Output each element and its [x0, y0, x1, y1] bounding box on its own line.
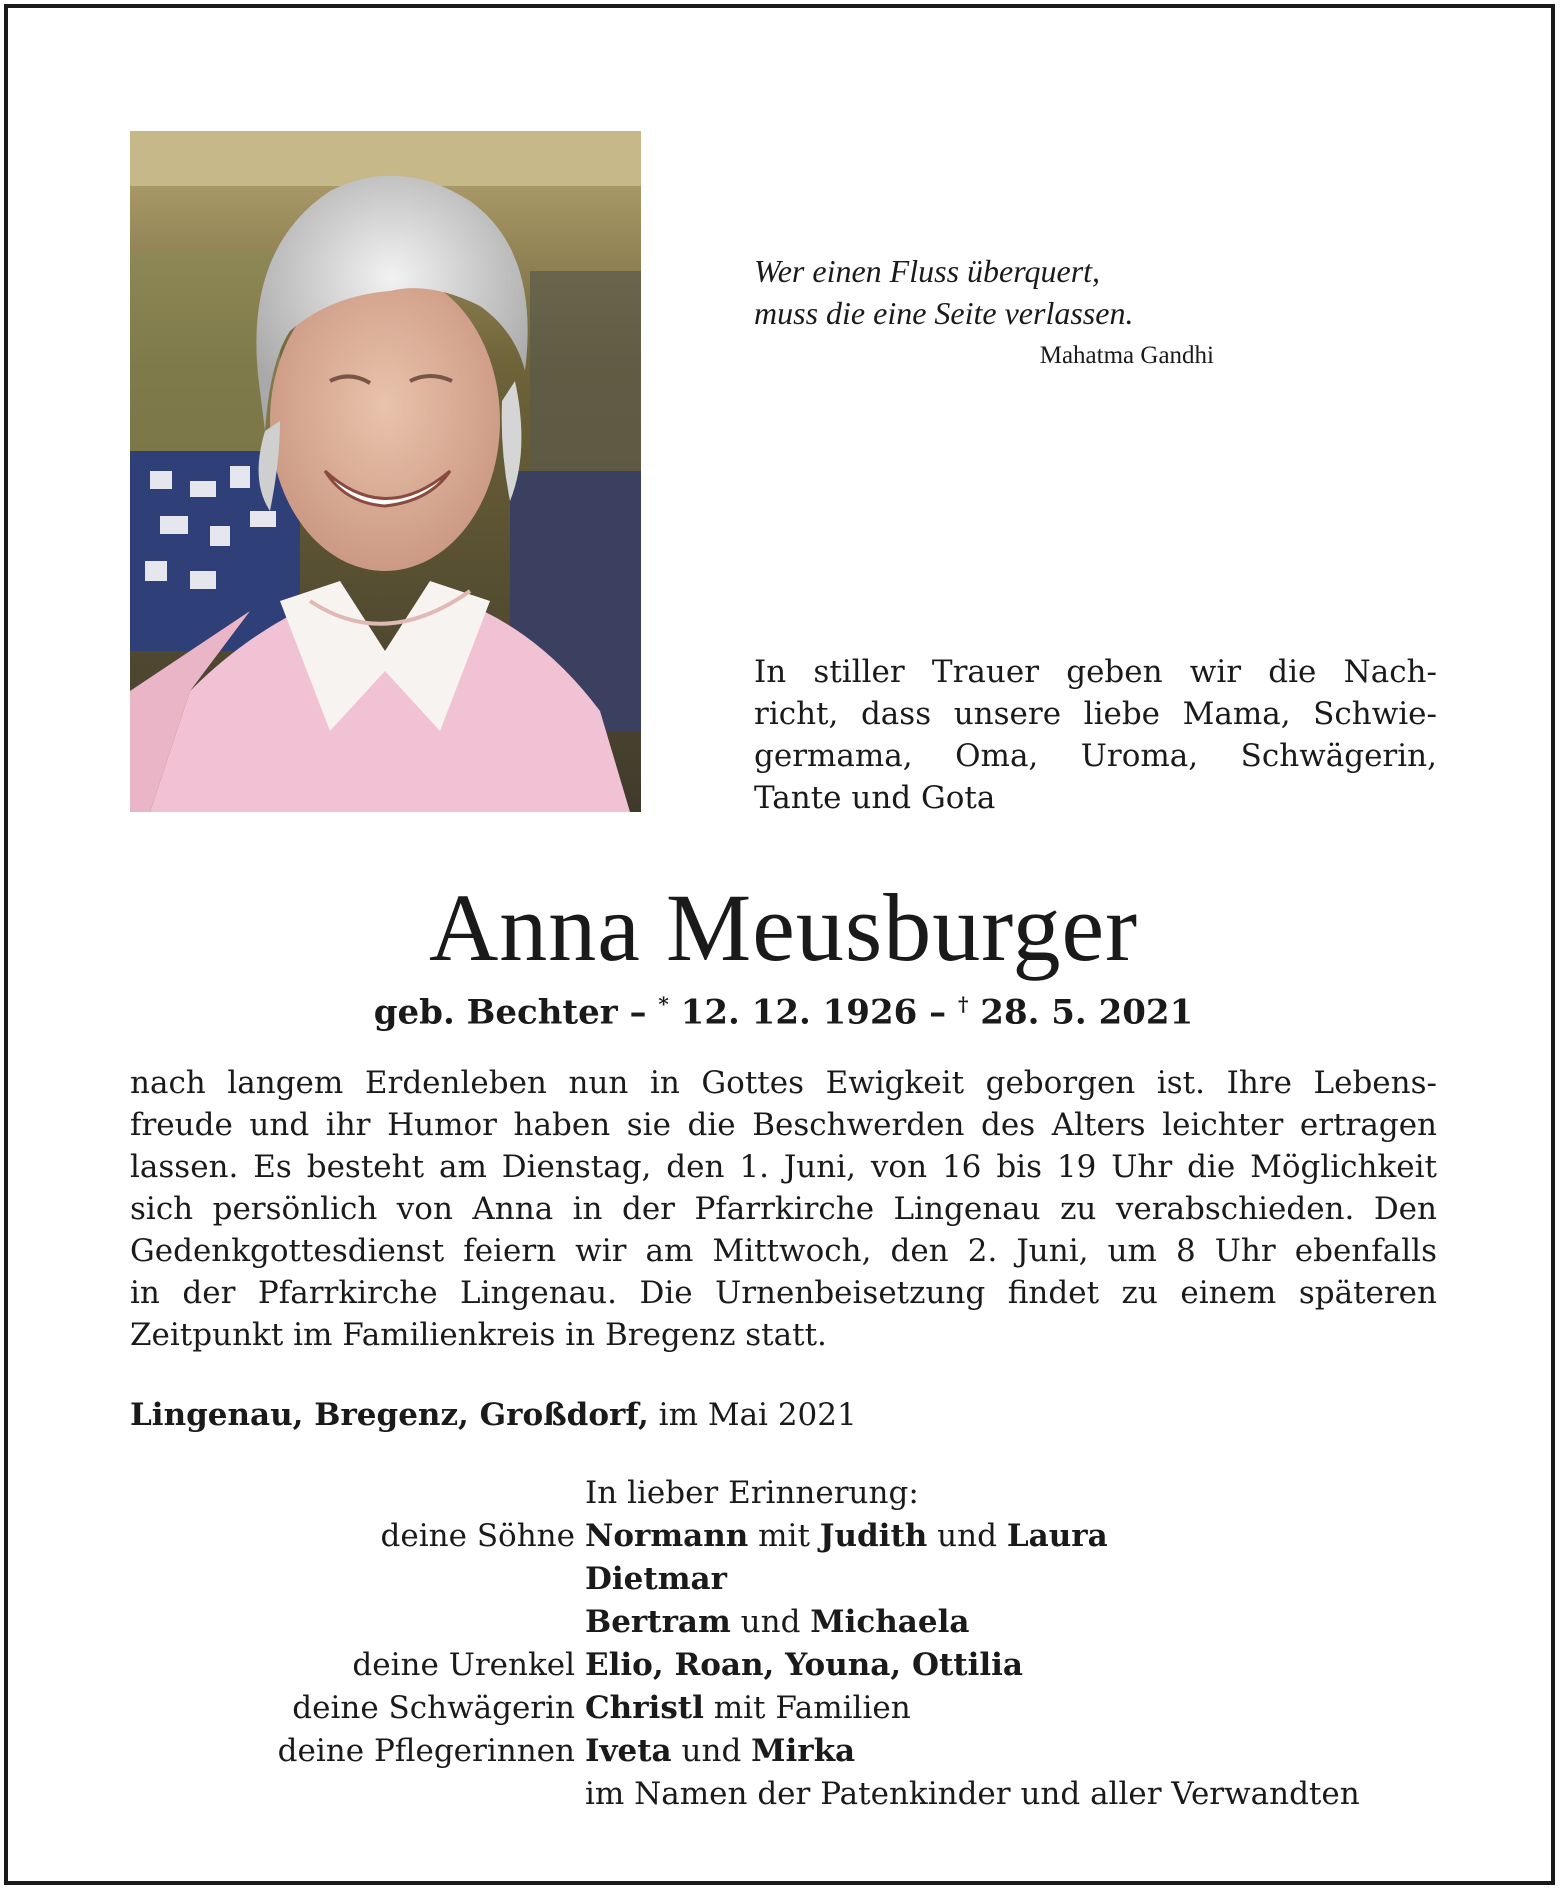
- death-date: 28. 5. 2021: [980, 992, 1194, 1033]
- mourners-heading-row: [130, 1472, 1437, 1515]
- mourner-relation: [130, 1601, 585, 1644]
- place-locations: Lingenau, Bregenz, Großdorf,: [130, 1397, 649, 1433]
- mourner-names: [585, 1644, 1437, 1687]
- mourner-names: [585, 1773, 1437, 1816]
- death-symbol: †: [957, 992, 969, 1016]
- birth-symbol: *: [658, 992, 669, 1016]
- intro-line: In stiller Trauer geben wir die Nach-: [754, 654, 1437, 690]
- mourner-name: Iveta: [585, 1733, 672, 1769]
- body-line: freude und ihr Humor haben sie die Beschwerden des Alters leichter ertragen: [130, 1107, 1437, 1143]
- mourner-connector: im Namen der Patenkinder und aller Verwandten: [585, 1776, 1360, 1812]
- mourner-row: [130, 1515, 1437, 1558]
- mourner-row: [130, 1644, 1437, 1687]
- separator: –: [629, 992, 647, 1033]
- birth-date: 12. 12. 1926: [680, 992, 918, 1033]
- mourner-relation: [130, 1558, 585, 1601]
- mourner-name: Normann: [585, 1518, 749, 1554]
- maiden-name: geb. Bechter: [373, 992, 618, 1033]
- mourner-connector: mit: [748, 1518, 820, 1554]
- place-and-date: [130, 1397, 857, 1433]
- life-dates: [0, 992, 1567, 1032]
- mourner-relation: deine Schwägerin: [292, 1690, 575, 1726]
- mourner-names: [585, 1515, 1437, 1558]
- mourner-names: [585, 1601, 1437, 1644]
- quote-line: muss die eine Seite verlassen.: [754, 295, 1134, 331]
- mourner-name: Dietmar: [585, 1561, 727, 1597]
- body-line: Gedenkgottesdienst feiern wir am Mittwoch, den 2. Juni, um 8 Uhr ebenfalls: [130, 1233, 1437, 1269]
- mourner-relation: [130, 1773, 585, 1816]
- quote-author: Mahatma Gandhi: [1039, 342, 1214, 369]
- mourner-names: [585, 1558, 1437, 1601]
- intro-line: Tante und Gota: [754, 780, 996, 816]
- portrait-photo: [130, 131, 641, 812]
- mourner-names: [585, 1687, 1437, 1730]
- mourner-name: Michaela: [810, 1604, 970, 1640]
- separator: –: [929, 992, 947, 1033]
- mourner-connector: und: [671, 1733, 752, 1769]
- intro-text: [754, 651, 1437, 819]
- mourner-connector: und: [927, 1518, 1007, 1554]
- mourner-relation: deine Pflegerinnen: [277, 1733, 575, 1769]
- mourner-name: Elio, Roan, Youna, Ottilia: [585, 1647, 1024, 1683]
- mourner-name: Bertram: [585, 1604, 731, 1640]
- mourner-names: [585, 1730, 1437, 1773]
- body-line: sich persönlich von Anna in der Pfarrkirche Lingenau zu verabschieden. Den: [130, 1191, 1437, 1227]
- mourner-row: [130, 1730, 1437, 1773]
- deceased-name: Anna Meusburger: [428, 874, 1139, 981]
- place-date: im Mai 2021: [658, 1397, 857, 1433]
- mourner-row: [130, 1601, 1437, 1644]
- quote-line: Wer einen Fluss überquert,: [754, 253, 1101, 289]
- mourner-row: [130, 1558, 1437, 1601]
- mourners-list: [130, 1472, 1437, 1816]
- mourner-relation: deine Söhne: [380, 1518, 575, 1554]
- mourner-name: Laura: [1006, 1518, 1108, 1554]
- intro-line: germama, Oma, Uroma, Schwägerin,: [754, 738, 1437, 774]
- mourner-name: Mirka: [751, 1733, 856, 1769]
- mourner-name: Judith: [819, 1518, 928, 1554]
- mourner-row: [130, 1687, 1437, 1730]
- mourner-relation: deine Urenkel: [352, 1647, 575, 1683]
- body-line: nach langem Erdenleben nun in Gottes Ewigkeit geborgen ist. Ihre Lebens-: [130, 1065, 1437, 1101]
- announcement-body: [130, 1062, 1437, 1356]
- mourners-heading: In lieber Erinnerung:: [585, 1475, 919, 1511]
- epigraph-quote: [754, 250, 1214, 370]
- intro-line: richt, dass unsere liebe Mama, Schwie-: [754, 696, 1437, 732]
- body-line: in der Pfarrkirche Lingenau. Die Urnenbeisetzung findet zu einem späteren: [130, 1275, 1437, 1311]
- body-line: lassen. Es besteht am Dienstag, den 1. Juni, von 16 bis 19 Uhr die Möglichkeit: [130, 1149, 1437, 1185]
- body-line: Zeitpunkt im Familienkreis in Bregenz statt.: [130, 1317, 827, 1353]
- mourner-name: Christl: [585, 1690, 704, 1726]
- mourner-connector: und: [730, 1604, 811, 1640]
- mourner-row: [130, 1773, 1437, 1816]
- mourner-connector: mit Familien: [703, 1690, 911, 1726]
